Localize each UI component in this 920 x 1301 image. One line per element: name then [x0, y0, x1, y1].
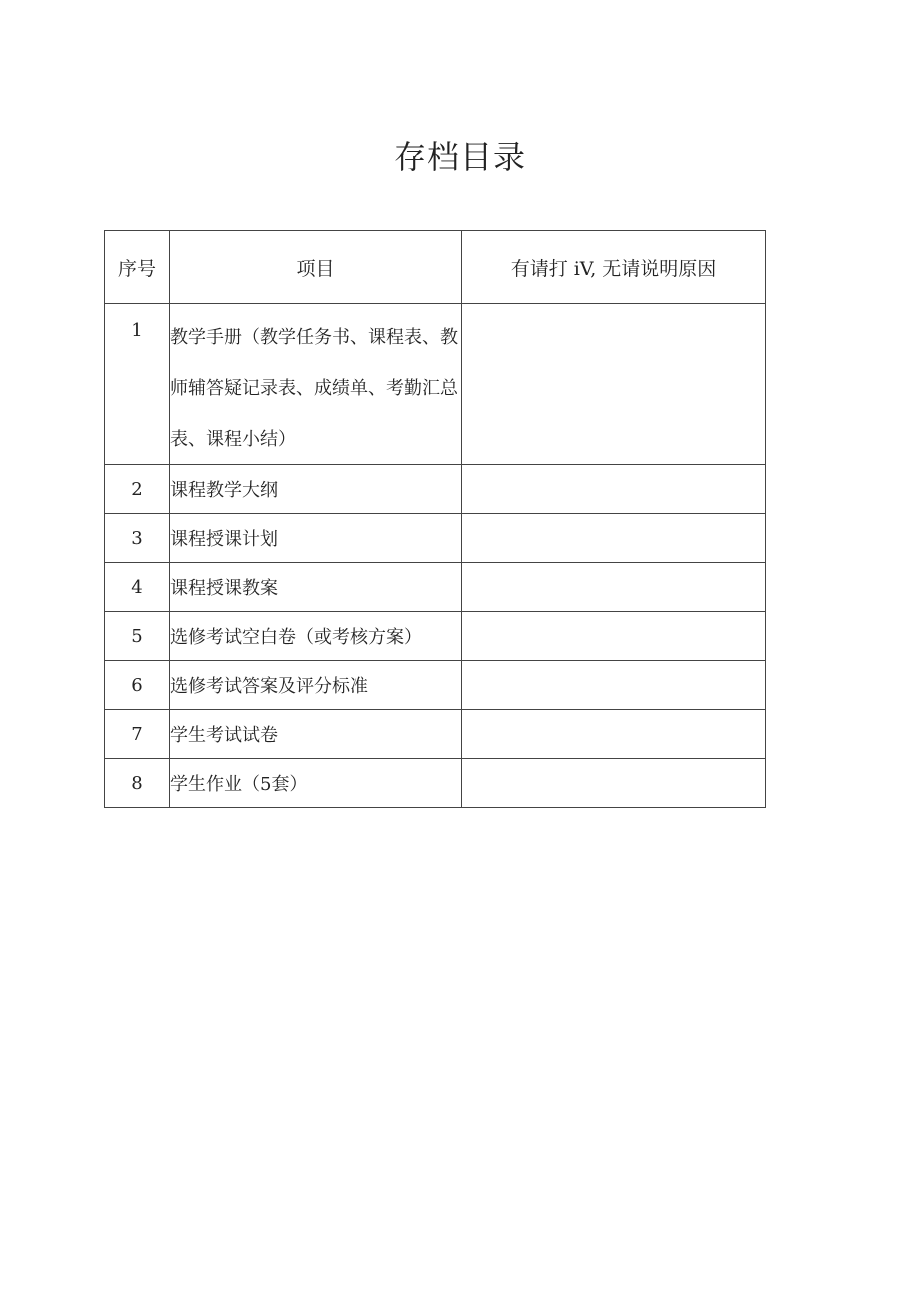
row-number: 4 — [105, 563, 170, 612]
table-row — [105, 661, 766, 710]
row-item: 课程授课计划 — [170, 514, 462, 563]
table-row — [105, 304, 766, 465]
table-header-row — [105, 231, 766, 304]
header-item: 项目 — [170, 231, 462, 304]
row-mark[interactable] — [462, 514, 766, 563]
row-number: 1 — [105, 304, 170, 465]
table-row — [105, 759, 766, 808]
row-number: 2 — [105, 465, 170, 514]
row-number: 6 — [105, 661, 170, 710]
row-item: 课程教学大纲 — [170, 465, 462, 514]
row-item-cell — [170, 304, 462, 465]
table-row — [105, 465, 766, 514]
header-mark: 有请打 ⅰV, 无请说明原因 — [462, 231, 766, 304]
row-mark[interactable] — [462, 710, 766, 759]
header-no: 序号 — [105, 231, 170, 304]
table-row — [105, 563, 766, 612]
row-item: 选修考试空白卷（或考核方案） — [170, 612, 462, 661]
row-item: 学生考试试卷 — [170, 710, 462, 759]
row-mark[interactable] — [462, 759, 766, 808]
row-mark[interactable] — [462, 304, 766, 465]
row-item: 课程授课教案 — [170, 563, 462, 612]
page-title: 存档目录 — [393, 138, 526, 176]
table-row — [105, 612, 766, 661]
row-number: 5 — [105, 612, 170, 661]
table-row — [105, 514, 766, 563]
table-row — [105, 710, 766, 759]
row-mark[interactable] — [462, 465, 766, 514]
row-number: 3 — [105, 514, 170, 563]
row-number: 7 — [105, 710, 170, 759]
row-mark[interactable] — [462, 612, 766, 661]
row-item: 学生作业（5套） — [170, 759, 462, 808]
row-number: 8 — [105, 759, 170, 808]
archive-table — [104, 230, 766, 808]
row-item: 选修考试答案及评分标准 — [170, 661, 462, 710]
row-mark[interactable] — [462, 661, 766, 710]
row-item: 教学手册（教学任务书、课程表、教师辅答疑记录表、成绩单、考勤汇总表、课程小结） — [170, 327, 458, 448]
row-mark[interactable] — [462, 563, 766, 612]
